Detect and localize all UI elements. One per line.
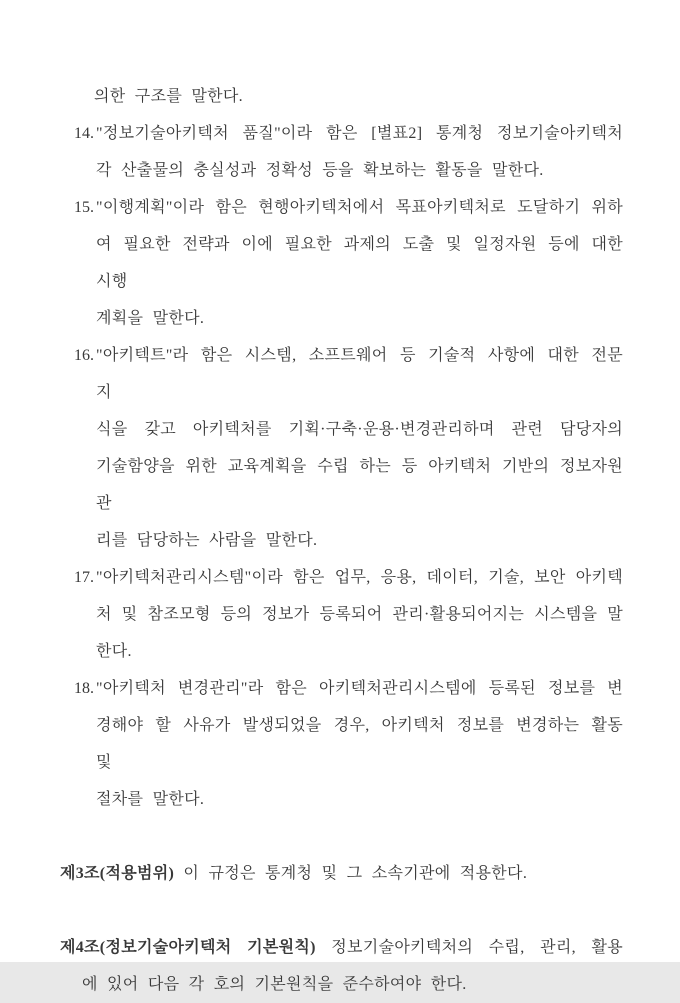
definition-item-15	[74, 189, 623, 337]
item-number: 16.	[74, 347, 94, 364]
text-line: 절차를 말한다.	[96, 791, 205, 808]
text-line: 각 산출물의 충실성과 정확성 등을 확보하는 활동을 말한다.	[96, 162, 544, 179]
article-text: 이 규정은 통계청 및 그 소속기관에 적용한다.	[183, 865, 528, 882]
item-number: 15.	[74, 199, 94, 216]
text-line: "아키텍처 변경관리"라 함은 아키텍처관리시스템에 등록된 정보를 변	[96, 680, 623, 697]
text-line	[60, 929, 623, 966]
text-line: 처 및 참조모형 등의 정보가 등록되어 관리·활용되어지는 시스템을 말	[96, 606, 623, 623]
article-3	[60, 855, 623, 892]
text-line: 경해야 할 사유가 발생되었을 경우, 아키텍처 정보를 변경하는 활동 및	[96, 717, 623, 771]
definition-item-17	[74, 559, 623, 670]
text-line: 여 필요한 전략과 이에 필요한 과제의 도출 및 일정자원 등에 대한 시행	[96, 236, 623, 290]
definition-item-14	[74, 115, 623, 189]
item-number: 17.	[74, 569, 94, 586]
text-line: 계획을 말한다.	[96, 310, 205, 327]
text-line	[60, 855, 623, 892]
item-number: 18.	[74, 680, 94, 697]
text-line: "이행계획"이라 함은 현행아키텍처에서 목표아키텍처로 도달하기 위하	[96, 199, 623, 216]
article-4	[60, 929, 623, 1003]
article-text: 정보기술아키텍처의 수립, 관리, 활용	[331, 939, 623, 956]
definition-item-18	[74, 670, 623, 818]
text-line: "아키텍트"라 함은 시스템, 소프트웨어 등 기술적 사항에 대한 전문 지	[96, 347, 623, 401]
definition-item-16	[74, 337, 623, 559]
text-line: 식을 갖고 아키텍처를 기획·구축·운용·변경관리하며 관련 담당자의	[96, 421, 623, 438]
text-line: 에 있어 다음 각 호의 기본원칙을 준수하여야 한다.	[82, 976, 467, 993]
document-content	[0, 78, 680, 1003]
text-line: 한다.	[96, 643, 132, 660]
text-line: "정보기술아키텍처 품질"이라 함은 [별표2] 통계청 정보기술아키텍처	[96, 125, 623, 142]
paragraph-continuation	[94, 78, 623, 115]
article-heading: 제3조(적용범위)	[60, 865, 175, 882]
text-line: 리를 담당하는 사람을 말한다.	[96, 532, 318, 549]
text-line: "아키텍처관리시스템"이라 함은 업무, 응용, 데이터, 기술, 보안 아키텍	[96, 569, 623, 586]
article-heading: 제4조(정보기술아키텍처 기본원칙)	[60, 939, 316, 956]
item-number: 14.	[74, 125, 94, 142]
text-line: 기술함양을 위한 교육계획을 수립 하는 등 아키텍처 기반의 정보자원관	[96, 458, 623, 512]
text-line: 의한 구조를 말한다.	[94, 88, 243, 105]
